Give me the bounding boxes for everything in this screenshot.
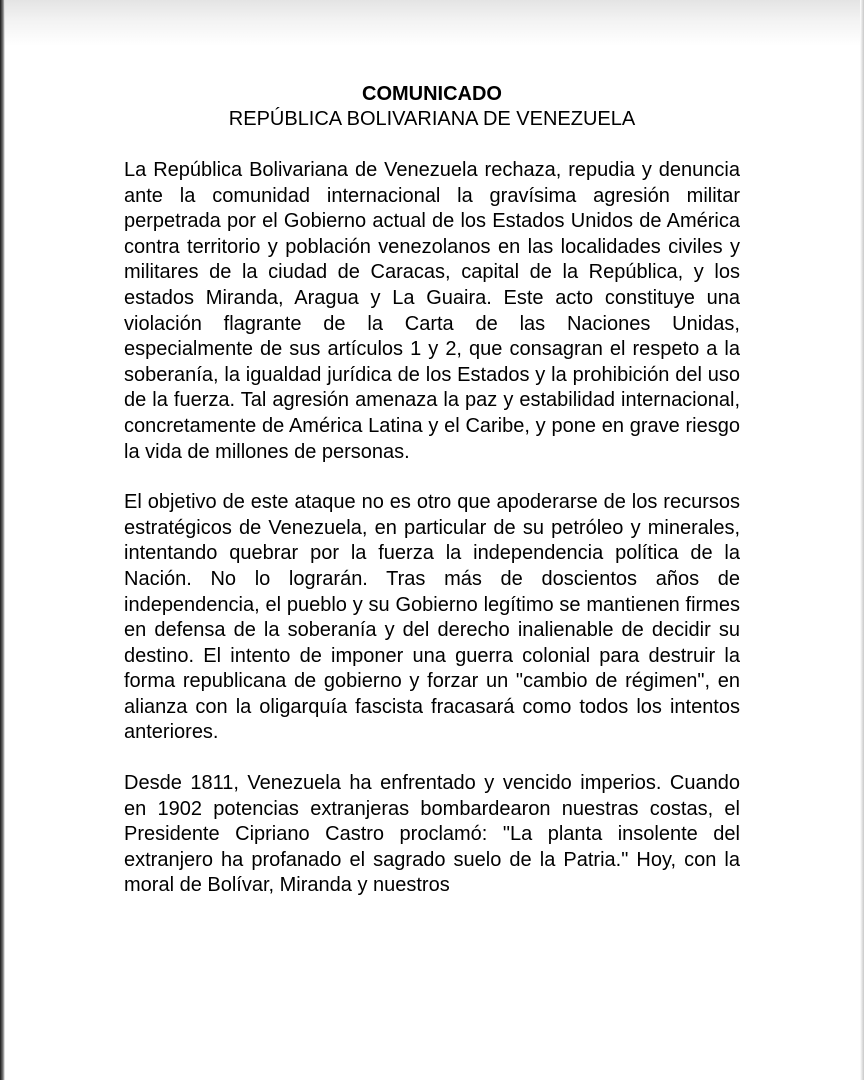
paragraph-3: Desde 1811, Venezuela ha enfrentado y vencido imperios. Cuando en 1902 potencias extranjeras bombardearon nuestras costas, el Presidente Cipriano Castro proclamó: "La planta insolente del extranjero ha profanado el sagrado suelo de la Patria." Hoy, con la moral de Bolívar, Miranda y nuestros bbox=[124, 772, 740, 897]
page-left-edge bbox=[0, 0, 5, 1080]
page-right-edge bbox=[860, 0, 864, 1080]
document-subtitle: REPÚBLICA BOLIVARIANA DE VENEZUELA bbox=[228, 108, 636, 130]
paragraph-2: El objetivo de este ataque no es otro que apoderarse de los recursos estratégicos de Venezuela, en particular de su petróleo y minerales, intentando quebrar por la fuerza la independencia política de la Nación. No lo lograrán. Tras más de doscientos años de independencia, el pueblo y su Gobierno legítimo se mantienen firmes en defensa de la soberanía y del derecho inalienable de decidir su destino. El intento de imponer una guerra colonial para destruir la forma republicana de gobierno y forzar un "cambio de régimen", en alianza con la oligarquía fascista fracasará como todos los intentos anteriores. bbox=[124, 491, 740, 744]
paragraph-1: La República Bolivariana de Venezuela rechaza, repudia y denuncia ante la comunidad internacional la gravísima agresión militar perpetrada por el Gobierno actual de los Estados Unidos de América contra territorio y población venezolanos en las localidades civiles y militares de la ciudad de Caracas, capital de la República, y los estados Miranda, Aragua y La Guaira. Este acto constituye una violación flagrante de la Carta de las Naciones Unidas, especialmente de sus artículos 1 y 2, que consagran el respeto a la soberanía, la igualdad jurídica de los Estados y la prohibición del uso de la fuerza. Tal agresión amenaza la paz y estabilidad internacional, concretamente de América Latina y el Caribe, y pone en grave riesgo la vida de millones de personas. bbox=[124, 159, 740, 463]
document-title: COMUNICADO bbox=[362, 83, 502, 105]
page-top-shadow bbox=[0, 0, 864, 46]
document-page bbox=[124, 82, 740, 899]
